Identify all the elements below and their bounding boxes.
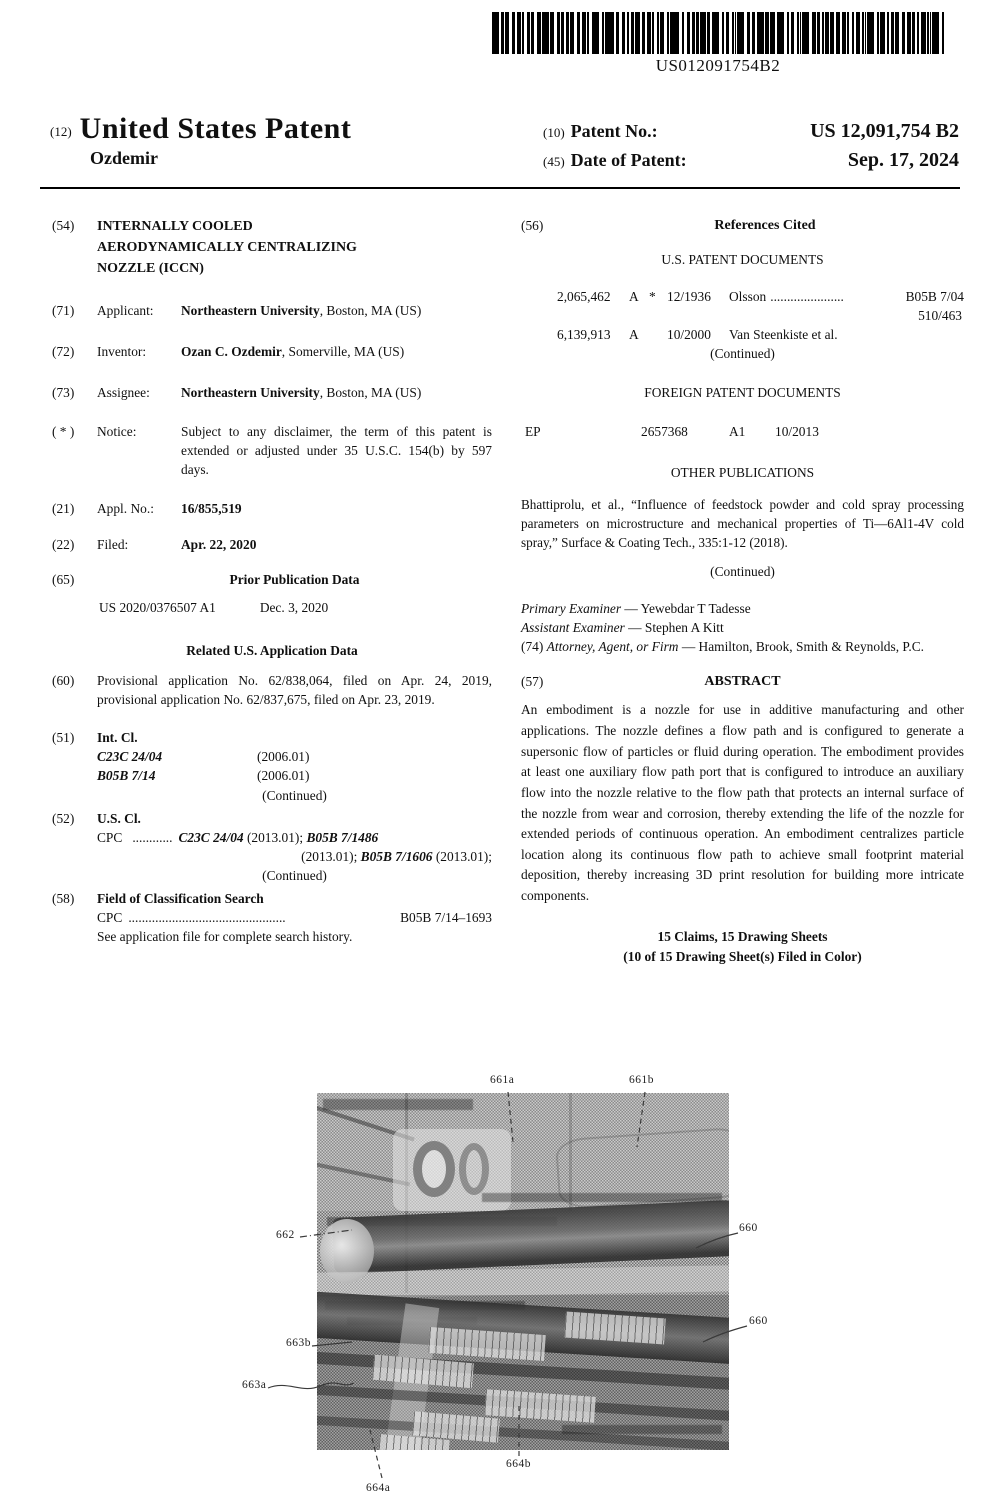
field-52-us-cl <box>52 809 492 885</box>
barcode <box>492 12 944 54</box>
inventor-surname: Ozdemir <box>90 148 158 168</box>
field-search-heading: Field of Classification Search <box>97 890 264 906</box>
prior-publication-heading: Prior Publication Data <box>229 572 360 588</box>
inventor-location: , Somerville, MA (US) <box>281 344 405 360</box>
us-cl-heading: U.S. Cl. <box>97 810 141 826</box>
cpc-dot-leader: ............ <box>132 829 173 845</box>
foreign-date: 10/2013 <box>775 424 819 440</box>
int-cl-heading: Int. Cl. <box>97 730 138 746</box>
reference-row <box>521 325 964 344</box>
abstract-header <box>521 672 964 692</box>
date-value: Sep. 17, 2024 <box>847 149 959 171</box>
ref-name: Van Steenkiste et al. <box>729 326 838 342</box>
date-field-code: (45) <box>543 154 565 169</box>
assistant-examiner-label: Assistant Examiner <box>521 620 625 636</box>
cpc-range: B05B 7/14–1693 <box>400 909 492 925</box>
field-number: (71) <box>52 303 75 318</box>
ref-number: 2,065,462 <box>557 288 611 304</box>
assignee-name: Northeastern University <box>181 385 320 401</box>
field-number: (56) <box>521 218 544 233</box>
ref-star: * <box>649 288 656 304</box>
abstract-text: An embodiment is a nozzle for use in additive manufacturing and other applications. The nozzle defines a flow path and is configured to generate a supersonic flow of particles or fluid during operation. The embodiment provides at least one auxiliary flow path port that is configured to introduce an auxiliary flow into the nozzle relative to the flow path that protects an internal surface of the nozzle from wear and corrosion, thereby extending the life of the nozzle for extended periods of continuous operation. An embodiment centralizes particle location along its continuous flow path to achieve small footprint material deposition, thereby increasing 3D print resolution for building more intricate components. <box>521 702 964 904</box>
kind-code-number: (12) <box>50 124 72 139</box>
int-cl-code: C23C 24/04 <box>97 749 163 765</box>
search-history-note: See application file for complete search history. <box>97 928 353 944</box>
fig-ref-660-upper: 660 <box>739 1222 758 1234</box>
attorney-field-number: (74) <box>521 639 547 655</box>
applicant-value <box>181 301 492 320</box>
notice-label: Notice: <box>97 424 137 440</box>
fig-ref-660-lower: 660 <box>749 1315 768 1327</box>
field-72-inventor <box>52 342 492 361</box>
cpc-code: C23C 24/04 <box>178 829 244 845</box>
attorney-name: — Hamilton, Brook, Smith & Reynolds, P.C. <box>678 639 924 655</box>
ref-number: 6,139,913 <box>557 326 611 342</box>
invention-title-line: NOZZLE (ICCN) <box>97 261 204 276</box>
attorney-line <box>521 637 964 656</box>
cpc-codes-line2 <box>97 847 492 866</box>
ref-class-continuation: 510/463 <box>918 307 962 323</box>
appl-no-value: 16/855,519 <box>181 501 242 517</box>
assignee-location: , Boston, MA (US) <box>319 385 422 401</box>
publication-number: US 2020/0376507 A1 <box>99 600 216 616</box>
header-right <box>543 120 959 178</box>
cpc-year: (2013.01); <box>432 848 492 864</box>
field-notice <box>52 422 492 479</box>
related-data-heading: Related U.S. Application Data <box>186 643 358 659</box>
ref-star <box>649 325 667 344</box>
applicant-name: Northeastern University <box>181 303 320 318</box>
related-text: Provisional application No. 62/838,064, filed on Apr. 24, 2019, provisional application No. 62/837,675, filed on Apr. 23, 2019. <box>97 673 492 708</box>
notice-text: Subject to any disclaimer, the term of this patent is extended or adjusted under 35 U.S.C. 154(b) by 597 days. <box>181 424 492 478</box>
field-54-title <box>52 216 492 279</box>
field-58-classification-search <box>52 889 492 946</box>
field-65-prior-publication <box>52 570 492 617</box>
invention-title-line: INTERNALLY COOLED <box>97 219 253 234</box>
field-number: (51) <box>52 730 75 746</box>
inventor-name: Ozan C. Ozdemir <box>181 344 282 360</box>
primary-examiner-label: Primary Examiner <box>521 601 622 617</box>
attorney-label: Attorney, Agent, or Firm <box>546 639 679 655</box>
claims-summary-line1: 15 Claims, 15 Drawing Sheets <box>657 928 828 944</box>
right-column <box>521 216 964 967</box>
foreign-country: EP <box>525 424 541 440</box>
ref-date: 10/2000 <box>667 326 711 342</box>
us-cl-continued: (Continued) <box>262 867 327 883</box>
cpc-code: B05B 7/1486 <box>306 829 379 845</box>
cpc-dot-leader: ............................................... <box>128 909 286 925</box>
assignee-label: Assignee: <box>97 385 150 401</box>
cpc-label: CPC <box>97 909 123 925</box>
us-patent-documents-heading: U.S. PATENT DOCUMENTS <box>661 251 824 267</box>
field-51-int-cl <box>52 728 492 804</box>
invention-title-line: AERODYNAMICALLY CENTRALIZING <box>97 240 357 255</box>
foreign-kind: A1 <box>729 424 746 440</box>
field-number: ( * ) <box>52 424 75 440</box>
field-71-applicant <box>52 301 492 320</box>
cpc-code: B05B 7/1606 <box>360 848 433 864</box>
fig-ref-663b: 663b <box>286 1337 311 1349</box>
document-title: United States Patent <box>79 112 352 145</box>
foreign-documents-heading: FOREIGN PATENT DOCUMENTS <box>644 385 841 401</box>
foreign-reference-row <box>521 422 964 441</box>
other-publication-citation: Bhattiprolu, et al., “Influence of feedstock powder and cold spray processing parameters on microstructure and mechanical properties of Ti—6Al1-4V cold spray,” Surface & Coating Tech., 335:1-12 (2018). <box>521 497 964 550</box>
ref-date: 12/1936 <box>667 288 711 304</box>
filed-value: Apr. 22, 2020 <box>181 537 257 553</box>
references-heading: References Cited <box>714 218 816 233</box>
reference-row <box>521 287 964 306</box>
filed-label: Filed: <box>97 537 129 553</box>
cpc-year: (2013.01); <box>243 829 307 845</box>
fig-ref-664b: 664b <box>506 1458 531 1470</box>
int-cl-year: (2006.01) <box>257 768 310 784</box>
field-number: (52) <box>52 810 75 826</box>
references-continued: (Continued) <box>710 346 775 361</box>
other-publications-heading: OTHER PUBLICATIONS <box>670 465 815 481</box>
field-60-related <box>52 671 492 709</box>
field-number: (58) <box>52 890 75 906</box>
applicant-location: , Boston, MA (US) <box>319 303 422 318</box>
field-number: (54) <box>52 218 75 233</box>
fig-ref-664a: 664a <box>366 1482 391 1494</box>
primary-examiner-name: — Yewebdar T Tadesse <box>621 601 751 617</box>
assignee-value <box>181 383 492 402</box>
publication-date: Dec. 3, 2020 <box>259 600 329 616</box>
cpc-label: CPC <box>97 829 123 845</box>
patent-no-label: Patent No.: <box>570 121 658 141</box>
field-number: (72) <box>52 344 75 360</box>
primary-examiner-line <box>521 599 964 618</box>
figure-leader-lines <box>240 1070 780 1500</box>
field-56-references <box>521 216 964 236</box>
field-number: (57) <box>521 674 544 690</box>
applicant-label: Applicant: <box>97 303 154 318</box>
fig-ref-662: 662 <box>276 1229 295 1241</box>
cpc-year: (2013.01); <box>301 848 361 864</box>
int-cl-continued: (Continued) <box>262 787 327 803</box>
patent-no-field-code: (10) <box>543 125 565 140</box>
ref-dot-leader: ...................... <box>770 288 844 304</box>
abstract-heading: ABSTRACT <box>704 674 781 690</box>
field-73-assignee <box>52 383 492 402</box>
header-rule <box>40 187 960 189</box>
ref-class: B05B 7/04 <box>905 288 964 304</box>
assistant-examiner-line <box>521 618 964 637</box>
field-number: (65) <box>52 572 75 588</box>
assistant-examiner-name: — Stephen A Kitt <box>624 620 724 636</box>
inventor-value <box>181 342 492 361</box>
patent-no-value: US 12,091,754 B2 <box>810 120 959 142</box>
barcode-text: US012091754B2 <box>655 56 781 75</box>
appl-no-label: Appl. No.: <box>97 501 154 517</box>
fig-ref-661a: 661a <box>490 1074 515 1086</box>
claims-summary-line2: (10 of 15 Drawing Sheet(s) Filed in Color) <box>623 948 862 964</box>
ref-name: Olsson <box>729 288 767 304</box>
inventor-label: Inventor: <box>97 344 147 360</box>
field-number: (21) <box>52 501 75 517</box>
field-22-filed <box>52 535 492 554</box>
header-left <box>50 112 351 169</box>
ref-kind: A <box>629 288 639 304</box>
ref-kind: A <box>629 326 639 342</box>
int-cl-code: B05B 7/14 <box>97 768 156 784</box>
cpc-codes <box>178 828 378 847</box>
fig-ref-661b: 661b <box>629 1074 654 1086</box>
int-cl-year: (2006.01) <box>257 749 310 765</box>
fig-ref-663a: 663a <box>242 1379 267 1391</box>
foreign-number: 2657368 <box>641 424 688 440</box>
field-number: (60) <box>52 673 75 689</box>
field-21-appl-no <box>52 499 492 518</box>
field-number: (73) <box>52 385 75 401</box>
publications-continued: (Continued) <box>710 564 775 580</box>
date-label: Date of Patent: <box>570 150 687 170</box>
field-number: (22) <box>52 537 75 553</box>
left-column <box>52 216 492 946</box>
